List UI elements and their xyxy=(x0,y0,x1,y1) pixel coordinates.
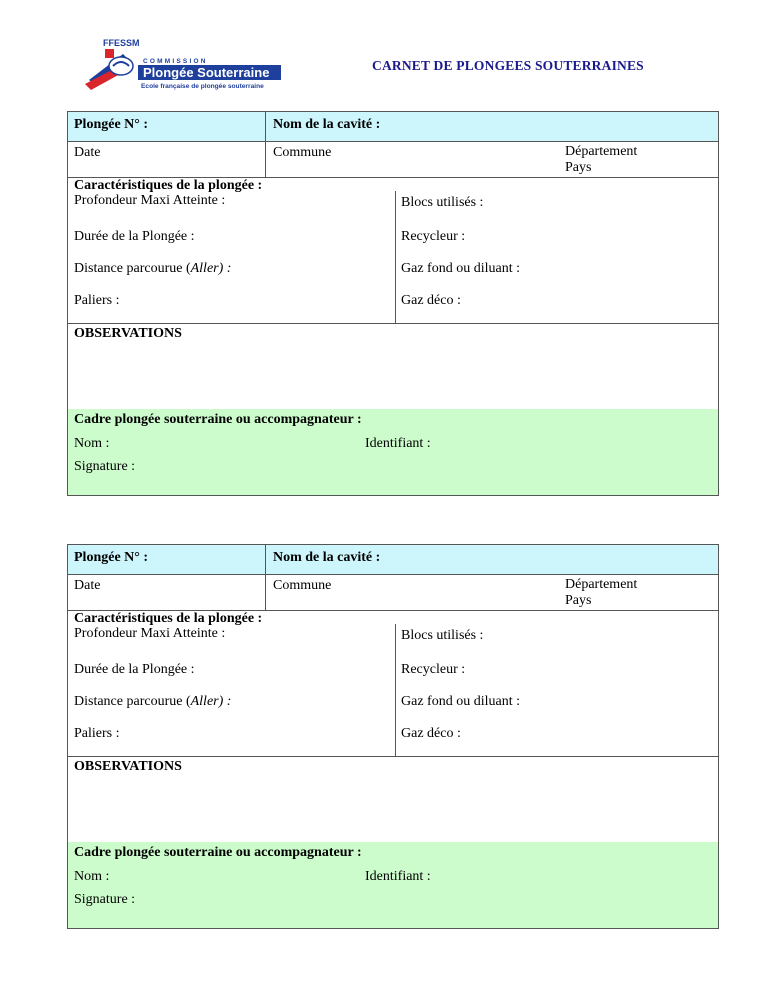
profondeur-label: Profondeur Maxi Atteinte : xyxy=(74,193,226,208)
departement-label: Département xyxy=(565,577,638,592)
row-location xyxy=(67,574,719,611)
blocs-label: Blocs utilisés : xyxy=(401,628,484,643)
characteristics-title: Caractéristiques de la plongée : xyxy=(74,178,263,193)
plongee-number-label: Plongée N° : xyxy=(74,117,149,132)
duree-label: Durée de la Plongée : xyxy=(74,662,195,677)
gaz-deco-label: Gaz déco : xyxy=(401,293,461,308)
recycleur-label: Recycleur : xyxy=(401,662,466,677)
date-label: Date xyxy=(74,578,101,593)
identifiant-label: Identifiant : xyxy=(365,436,431,451)
paliers-label: Paliers : xyxy=(74,726,120,741)
blocs-label: Blocs utilisés : xyxy=(401,195,484,210)
characteristics-title: Caractéristiques de la plongée : xyxy=(74,611,263,626)
row-header xyxy=(67,544,719,575)
cadre-title: Cadre plongée souterraine ou accompagnateur : xyxy=(74,845,362,860)
departement-label: Département xyxy=(565,144,638,159)
nom-label: Nom : xyxy=(74,436,110,451)
row-location xyxy=(67,141,719,178)
gaz-fond-label: Gaz fond ou diluant : xyxy=(401,261,520,276)
paliers-label: Paliers : xyxy=(74,293,120,308)
plongee-number-label: Plongée N° : xyxy=(74,550,149,565)
characteristics-block xyxy=(67,610,719,757)
distance-label: Distance parcourue (Aller) : xyxy=(74,694,232,709)
observations-block xyxy=(67,756,719,843)
date-label: Date xyxy=(74,145,101,160)
cavite-name-label: Nom de la cavité : xyxy=(273,550,381,565)
signature-label: Signature : xyxy=(74,459,136,474)
recycleur-label: Recycleur : xyxy=(401,229,466,244)
ffessm-logo xyxy=(83,36,283,94)
gaz-fond-label: Gaz fond ou diluant : xyxy=(401,694,520,709)
cadre-block xyxy=(67,409,719,496)
duree-label: Durée de la Plongée : xyxy=(74,229,195,244)
characteristics-block xyxy=(67,177,719,324)
observations-title: OBSERVATIONS xyxy=(74,326,182,341)
commune-label: Commune xyxy=(273,145,332,160)
pays-label: Pays xyxy=(565,593,592,608)
identifiant-label: Identifiant : xyxy=(365,869,431,884)
distance-label: Distance parcourue (Aller) : xyxy=(74,261,232,276)
pays-label: Pays xyxy=(565,160,592,175)
row-header xyxy=(67,111,719,142)
logo-name-text: Plongée Souterraine xyxy=(143,65,270,80)
logo-commission-text: COMMISSION xyxy=(143,58,208,65)
observations-block xyxy=(67,323,719,410)
document-title: CARNET DE PLONGEES SOUTERRAINES xyxy=(372,58,644,73)
gaz-deco-label: Gaz déco : xyxy=(401,726,461,741)
logo-subtitle-text: Ecole française de plongée souterraine xyxy=(141,83,264,90)
observations-title: OBSERVATIONS xyxy=(74,759,182,774)
logo-ffessm-text: FFESSM xyxy=(103,38,140,48)
profondeur-label: Profondeur Maxi Atteinte : xyxy=(74,626,226,641)
cavite-name-label: Nom de la cavité : xyxy=(273,117,381,132)
commune-label: Commune xyxy=(273,578,332,593)
cadre-block xyxy=(67,842,719,929)
cadre-title: Cadre plongée souterraine ou accompagnateur : xyxy=(74,412,362,427)
nom-label: Nom : xyxy=(74,869,110,884)
signature-label: Signature : xyxy=(74,892,136,907)
